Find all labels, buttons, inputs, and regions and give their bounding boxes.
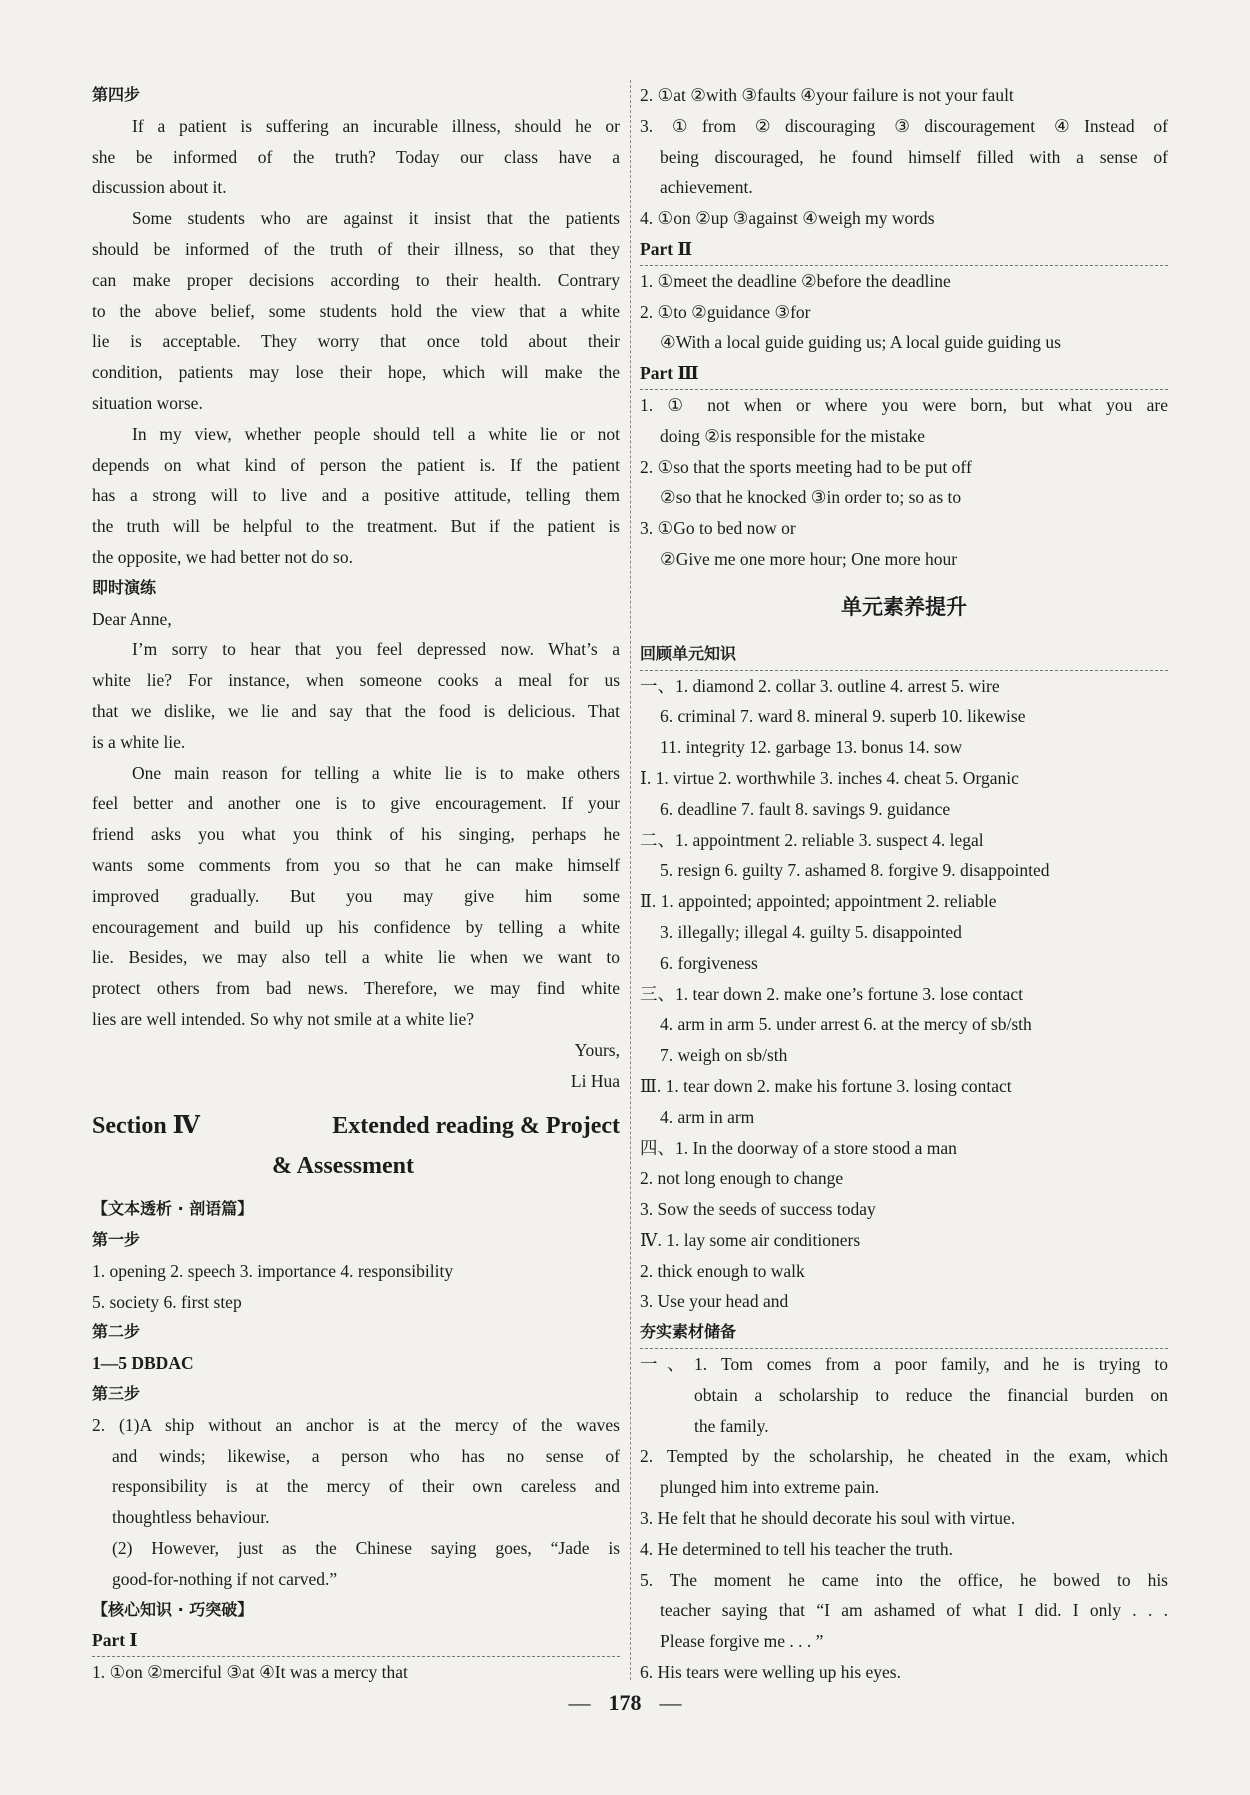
practice-title: 即时演练: [92, 577, 157, 597]
letter-line: I’m sorry to hear that you feel depressed now. What’s a: [132, 639, 620, 660]
answer-line: responsibility is at the mercy of their own careless and: [112, 1476, 620, 1497]
review-line: 2. thick enough to walk: [640, 1260, 805, 1281]
review-line: Ⅲ. 1. tear down 2. make his fortune 3. losing contact: [640, 1075, 1012, 1096]
material-line: the family.: [694, 1415, 769, 1436]
essay-line: situation worse.: [92, 392, 203, 413]
review-title: 回顾单元知识: [640, 639, 1168, 671]
essay-line: depends on what kind of person the patient is. If the patient: [92, 454, 620, 475]
review-line: 3. Use your head and: [640, 1291, 789, 1312]
column-divider: [630, 80, 631, 1680]
section-title-line1: Extended reading & Project: [332, 1113, 620, 1140]
review-line: Ⅳ. 1. lay some air conditioners: [640, 1229, 861, 1250]
material-line: 5. The moment he came into the office, he bowed to his: [640, 1569, 1168, 1590]
answer-line: 1. ① not when or where you were born, but what you are: [640, 394, 1168, 415]
step2-answer: 1—5 DBDAC: [92, 1353, 194, 1374]
essay-line: Some students who are against it insist that the patients: [132, 208, 620, 229]
answer-line: and winds; likewise, a person who has no sense of: [112, 1445, 620, 1466]
review-line: 4. arm in arm: [660, 1106, 755, 1127]
letter-line: that we dislike, we lie and say that the food is delicious. That: [92, 700, 620, 721]
section-heading: [92, 1106, 620, 1186]
answer-line: 1. ①on ②merciful ③at ④It was a mercy that: [92, 1662, 408, 1683]
review-line: 三、1. tear down 2. make one’s fortune 3. lose contact: [640, 983, 1023, 1004]
page-number-footer: — 178 —: [568, 1690, 682, 1715]
letter-line: wants some comments from you so that he can make himself: [92, 854, 620, 875]
review-line: 二、1. appointment 2. reliable 3. suspect 4. legal: [640, 829, 984, 850]
letter-line: One main reason for telling a white lie is to make others: [132, 762, 620, 783]
material-line: teacher saying that “I am ashamed of what I did. I only . . .: [660, 1600, 1168, 1621]
section-number: Section Ⅳ: [92, 1113, 200, 1140]
essay-line: condition, patients may lose their hope, which will make the: [92, 362, 620, 383]
essay-line: she be informed of the truth? Today our class have a: [92, 146, 620, 167]
letter-line: lie. Besides, we may also tell a white lie when we want to: [92, 947, 620, 968]
answer-line: 2. (1)A ship without an anchor is at the mercy of the waves: [92, 1414, 620, 1435]
letter-line: friend asks you what you think of his singing, perhaps he: [92, 824, 620, 845]
part1-title: Part Ⅰ: [92, 1625, 620, 1657]
answer-line: being discouraged, he found himself filled with a sense of: [660, 146, 1168, 167]
answer-line: 2. ①to ②guidance ③for: [640, 301, 811, 322]
review-line: 四、1. In the doorway of a store stood a man: [640, 1137, 957, 1158]
answer-line: ②Give me one more hour; One more hour: [660, 548, 958, 569]
text-analysis-title: 【文本透析 · 剖语篇】: [92, 1199, 254, 1219]
unit-title: 单元素养提升: [841, 594, 967, 619]
material-line: 一、1. Tom comes from a poor family, and he is trying to: [640, 1354, 1168, 1375]
answer-line: 5. society 6. first step: [92, 1291, 242, 1312]
material-line: plunged him into extreme pain.: [660, 1477, 880, 1498]
answer-line: 2. ①so that the sports meeting had to be put off: [640, 456, 972, 477]
answer-line: doing ②is responsible for the mistake: [660, 425, 926, 446]
review-line: 3. Sow the seeds of success today: [640, 1199, 876, 1220]
essay-line: In my view, whether people should tell a white lie or not: [132, 423, 620, 444]
part3-title: Part Ⅲ: [640, 358, 1168, 390]
review-line: Ⅱ. 1. appointed; appointed; appointment 2. reliable: [640, 891, 997, 912]
letter-line: encouragement and build up his confidence by telling a white: [92, 916, 620, 937]
essay-line: If a patient is suffering an incurable illness, should he or: [132, 115, 620, 136]
left-column: [92, 80, 620, 1688]
review-line: 7. weigh on sb/sth: [660, 1045, 788, 1066]
review-line: 11. integrity 12. garbage 13. bonus 14. sow: [660, 737, 963, 758]
letter-line: white lie? For instance, when someone cooks a meal for us: [92, 670, 620, 691]
material-line: 3. He felt that he should decorate his soul with virtue.: [640, 1508, 1016, 1529]
material-line: 4. He determined to tell his teacher the truth.: [640, 1538, 953, 1559]
step2-title: 第二步: [92, 1322, 141, 1342]
answer-line: 2. ①at ②with ③faults ④your failure is not your fault: [640, 85, 1014, 105]
material-line: Please forgive me . . . ”: [660, 1631, 824, 1652]
page-number: 178: [608, 1690, 642, 1715]
essay-line: the opposite, we had better not do so.: [92, 546, 353, 567]
answer-line: (2) However, just as the Chinese saying goes, “Jade is: [112, 1538, 620, 1559]
material-title: 夯实素材储备: [640, 1317, 1168, 1349]
answer-line: ②so that he knocked ③in order to; so as to: [660, 487, 962, 508]
answer-line: ④With a local guide guiding us; A local guide guiding us: [660, 332, 1061, 353]
essay-line: can make proper decisions according to their health. Contrary: [92, 269, 620, 290]
right-column: [640, 80, 1168, 1688]
answer-line: 1. ①meet the deadline ②before the deadline: [640, 270, 951, 291]
part2-title: Part Ⅱ: [640, 234, 1168, 266]
essay-line: lie is acceptable. They worry that once told about their: [92, 331, 620, 352]
letter-signature: Li Hua: [570, 1070, 620, 1091]
review-line: 一、1. diamond 2. collar 3. outline 4. arrest 5. wire: [640, 675, 1000, 696]
review-line: 6. deadline 7. fault 8. savings 9. guidance: [660, 798, 951, 819]
step4-title: 第四步: [92, 85, 141, 104]
letter-line: protect others from bad news. Therefore, we may find white: [92, 978, 620, 999]
review-line: 6. forgiveness: [660, 952, 758, 973]
essay-line: discussion about it.: [92, 177, 227, 198]
step1-title: 第一步: [92, 1230, 141, 1250]
review-line: 5. resign 6. guilty 7. ashamed 8. forgive 9. disappointed: [660, 860, 1050, 881]
answer-line: achievement.: [660, 177, 753, 198]
letter-close: Yours,: [574, 1039, 620, 1060]
answer-line: 1. opening 2. speech 3. importance 4. responsibility: [92, 1260, 454, 1281]
material-line: 2. Tempted by the scholarship, he cheated in the exam, which: [640, 1446, 1168, 1467]
answer-line: good-for-nothing if not carved.”: [112, 1568, 338, 1589]
essay-line: the truth will be helpful to the treatment. But if the patient is: [92, 516, 620, 537]
answer-line: 3. ①from ②discouraging ③discouragement ④Instead of: [640, 115, 1168, 136]
material-line: 6. His tears were welling up his eyes.: [640, 1662, 901, 1683]
core-knowledge-title: 【核心知识 · 巧突破】: [92, 1599, 254, 1619]
essay-line: to the above belief, some students hold the view that a white: [92, 300, 620, 321]
review-line: 2. not long enough to change: [640, 1168, 844, 1189]
material-line: obtain a scholarship to reduce the financial burden on: [694, 1384, 1168, 1405]
essay-line: should be informed of the truth of their illness, so that they: [92, 238, 620, 259]
step3-title: 第三步: [92, 1384, 141, 1404]
essay-line: has a strong will to live and a positive attitude, telling them: [92, 485, 620, 506]
letter-line: improved gradually. But you may give him some: [92, 885, 620, 906]
review-line: 6. criminal 7. ward 8. mineral 9. superb 10. likewise: [660, 706, 1026, 727]
letter-greeting: Dear Anne,: [92, 608, 172, 629]
answer-line: thoughtless behaviour.: [112, 1507, 270, 1528]
review-line: 4. arm in arm 5. under arrest 6. at the mercy of sb/sth: [660, 1014, 1032, 1035]
letter-line: lies are well intended. So why not smile at a white lie?: [92, 1008, 474, 1029]
answer-line: 3. ①Go to bed now or: [640, 518, 796, 539]
letter-line: feel better and another one is to give encouragement. If your: [92, 793, 620, 814]
review-line: Ⅰ. 1. virtue 2. worthwhile 3. inches 4. cheat 5. Organic: [640, 767, 1019, 788]
letter-line: is a white lie.: [92, 731, 186, 752]
review-line: 3. illegally; illegal 4. guilty 5. disappointed: [660, 921, 962, 942]
section-title-line2: & Assessment: [272, 1153, 414, 1180]
answer-line: 4. ①on ②up ③against ④weigh my words: [640, 208, 935, 229]
